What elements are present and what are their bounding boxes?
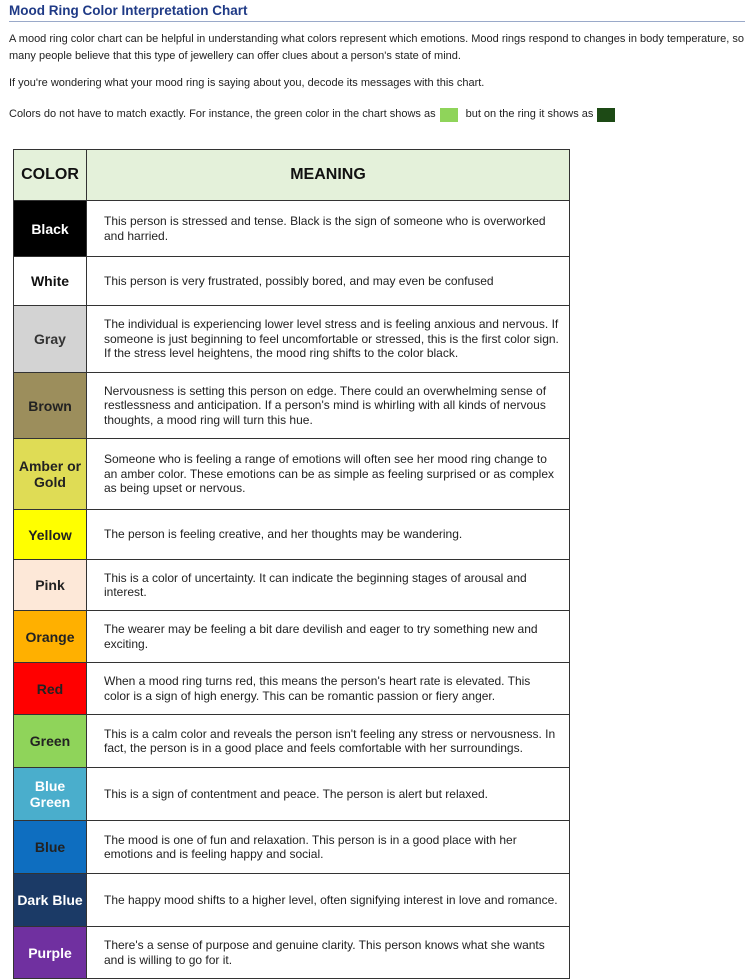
color-cell: Gray — [14, 306, 87, 373]
meaning-cell: Someone who is feeling a range of emotions will often see her mood ring change to an amber color. These emotions can be as simple as feeling surprised or as complex as being upset or nervous. — [87, 439, 570, 510]
table-row — [14, 821, 570, 874]
meaning-cell: This person is stressed and tense. Black is the sign of someone who is overworked and harried. — [87, 201, 570, 257]
meaning-cell: When a mood ring turns red, this means the person's heart rate is elevated. This color is a sign of high energy. This can be romantic passion or fiery anger. — [87, 663, 570, 715]
meaning-cell: The individual is experiencing lower level stress and is feeling anxious and nervous. If someone is just beginning to feel uncomfortable or stressed, this is the first color sign. If the stress level heightens, the mood ring shifts to the color black. — [87, 306, 570, 373]
chart-green-swatch — [440, 108, 458, 122]
table-row — [14, 373, 570, 439]
color-cell: Amber or Gold — [14, 439, 87, 510]
meaning-cell: The person is feeling creative, and her thoughts may be wandering. — [87, 510, 570, 560]
title-underline — [9, 21, 745, 22]
meaning-cell: This is a color of uncertainty. It can indicate the beginning stages of arousal and interest. — [87, 560, 570, 611]
color-cell: Blue — [14, 821, 87, 874]
meaning-cell: Nervousness is setting this person on edge. There could an overwhelming sense of restlessness and anticipation. If a person's mind is whirling with all kinds of nervous thoughts, a mood ring will turn this hue. — [87, 373, 570, 439]
table-row — [14, 201, 570, 257]
meaning-cell: The wearer may be feeling a bit dare devilish and eager to try something new and exciting. — [87, 611, 570, 663]
meaning-cell: This person is very frustrated, possibly bored, and may even be confused — [87, 257, 570, 306]
meaning-column-header: MEANING — [87, 150, 570, 201]
table-row — [14, 306, 570, 373]
meaning-cell: This is a calm color and reveals the person isn't feeling any stress or nervousness. In fact, the person is in a good place and feels comfortable with her surroundings. — [87, 715, 570, 768]
table-row — [14, 510, 570, 560]
decode-paragraph: If you're wondering what your mood ring is saying about you, decode its messages with this chart. — [9, 77, 485, 89]
table-row — [14, 560, 570, 611]
table-body — [14, 201, 570, 979]
table-row — [14, 768, 570, 821]
color-cell: Dark Blue — [14, 874, 87, 927]
color-cell: Blue Green — [14, 768, 87, 821]
table-row — [14, 439, 570, 510]
table-row — [14, 611, 570, 663]
meaning-cell: This is a sign of contentment and peace. The person is alert but relaxed. — [87, 768, 570, 821]
color-cell: Purple — [14, 927, 87, 979]
color-cell: Red — [14, 663, 87, 715]
color-cell: Brown — [14, 373, 87, 439]
ring-green-swatch — [597, 108, 615, 122]
color-cell: Black — [14, 201, 87, 257]
table-row — [14, 715, 570, 768]
color-column-header: COLOR — [14, 150, 87, 201]
mood-color-table — [13, 149, 570, 979]
color-note-paragraph — [9, 106, 621, 123]
table-row — [14, 663, 570, 715]
meaning-cell: The mood is one of fun and relaxation. This person is in a good place with her emotions and is feeling happy and social. — [87, 821, 570, 874]
table-row — [14, 874, 570, 927]
color-cell: Orange — [14, 611, 87, 663]
color-cell: White — [14, 257, 87, 306]
table-header-row — [14, 150, 570, 201]
table-row — [14, 257, 570, 306]
color-cell: Green — [14, 715, 87, 768]
meaning-cell: There's a sense of purpose and genuine clarity. This person knows what she wants and is willing to go for it. — [87, 927, 570, 979]
note-text-middle: but on the ring it shows as — [465, 108, 594, 120]
page-title: Mood Ring Color Interpretation Chart — [9, 3, 248, 18]
intro-paragraph: A mood ring color chart can be helpful in understanding what colors represent which emotions. Mood rings respond to changes in body temperature, so many people believe that this type of jewellery can offer clues about a person's state of mind. — [9, 33, 744, 62]
color-cell: Yellow — [14, 510, 87, 560]
note-text-before: Colors do not have to match exactly. For instance, the green color in the chart shows as — [9, 108, 436, 120]
table-row — [14, 927, 570, 979]
meaning-cell: The happy mood shifts to a higher level, often signifying interest in love and romance. — [87, 874, 570, 927]
color-cell: Pink — [14, 560, 87, 611]
